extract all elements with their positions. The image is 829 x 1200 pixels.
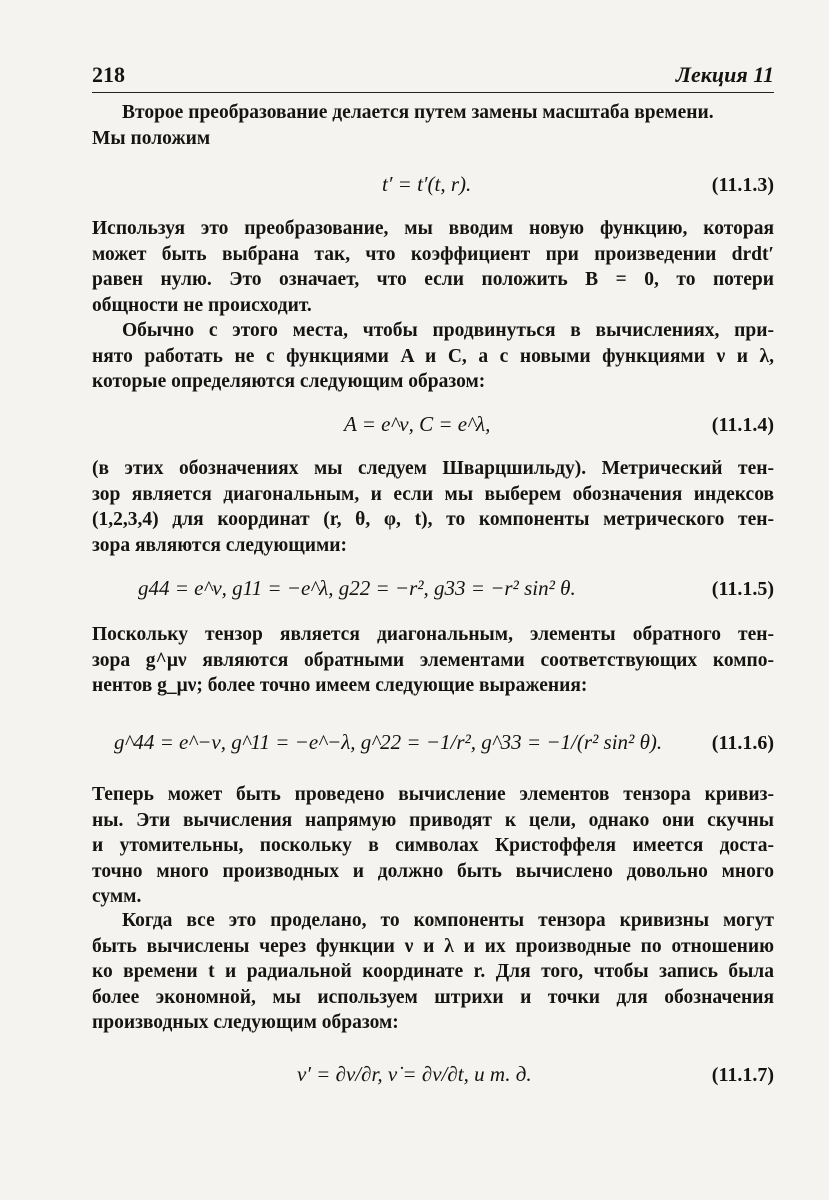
equation-11-1-3 [92,168,774,208]
text-line: ко времени t и радиальной координате r. Для того, чтобы запись была [92,961,774,982]
lecture-title: Лекция 11 [675,62,774,87]
text-line: нентов g_μν; более точно имеем следующие выражения: [92,675,588,696]
text-line: производных следующим образом: [92,1012,399,1033]
equation-number: (11.1.4) [711,414,774,436]
text-line: и утомительны, поскольку в символах Кристоффеля имеется доста- [92,835,774,856]
text-line: Поскольку тензор является диагональным, элементы обратного тен- [92,624,774,645]
page-number: 218 [92,62,125,87]
equation-number: (11.1.5) [711,578,774,600]
text-line: нято работать не с функциями A и C, а с новыми функциями ν и λ, [92,345,774,367]
equation-body: A = e^ν, C = e^λ, [344,412,491,436]
text-line: (1,2,3,4) для координат (r, θ, φ, t), то компоненты метрического тен- [92,509,774,530]
equation-number: (11.1.7) [711,1064,774,1086]
text-line: Обычно с этого места, чтобы продвинуться в вычислениях, при- [122,320,774,341]
equation-body: ν′ = ∂ν/∂r, ν̇ = ∂ν/∂t, и т. д. [297,1062,532,1086]
text-line: более экономной, мы используем штрихи и точки для обозначения [92,986,774,1008]
paragraph-7 [92,908,774,1036]
equation-11-1-6 [92,722,774,762]
text-line: зора являются следующими: [92,534,348,556]
equation-number: (11.1.6) [711,732,774,754]
equation-number: (11.1.3) [711,174,774,196]
paragraph-2 [92,216,774,318]
paragraph-6 [92,782,774,910]
text-line: (в этих обозначениях мы следуем Шварцшильду). Метрический тен- [92,458,774,479]
text-line: быть вычислены через функции ν и λ и их производные по отношению [92,935,774,957]
equation-body: g^44 = e^−ν, g^11 = −e^−λ, g^22 = −1/r², g^33 = −1/(r² sin² θ). [114,730,663,754]
text-line: точно много производных и должно быть вычислено довольно много [92,860,774,882]
paragraph-5 [92,622,774,699]
text-line: Второе преобразование делается путем замены масштаба времени. [122,102,714,123]
text-line: ны. Эти вычисления напрямую приводят к цели, однако они скучны [92,809,774,831]
text-line: зора g^μν являются обратными элементами соответствующих компо- [92,649,774,671]
text-line: которые определяются следующим образом: [92,371,486,392]
equation-11-1-7 [92,1056,774,1096]
text-line: Когда все это проделано, то компоненты тензора кривизны могут [122,910,774,931]
paragraph-4 [92,456,774,558]
paragraph-3 [92,318,774,395]
text-line: Теперь может быть проведено вычисление элементов тензора кривиз- [92,784,774,805]
equation-body: g44 = e^ν, g11 = −e^λ, g22 = −r², g33 = −r² sin² θ. [138,576,576,600]
header-rule [92,92,774,93]
page-header [92,58,774,88]
text-line: Используя это преобразование, мы вводим новую функцию, которая [92,218,774,239]
text-line: равен нулю. Это означает, что если положить B = 0, то потери [92,269,774,290]
text-line: сумм. [92,886,142,907]
text-line: Мы положим [92,127,211,149]
equation-body: t′ = t′(t, r). [382,172,472,196]
equation-11-1-5 [92,572,774,612]
equation-11-1-4 [92,408,774,448]
text-line: общности не происходит. [92,294,312,316]
text-line: может быть выбрана так, что коэффициент при произведении drdt′ [92,243,774,265]
text-line: зор является диагональным, и если мы выберем обозначения индексов [92,483,774,505]
paragraph-1 [92,100,774,151]
